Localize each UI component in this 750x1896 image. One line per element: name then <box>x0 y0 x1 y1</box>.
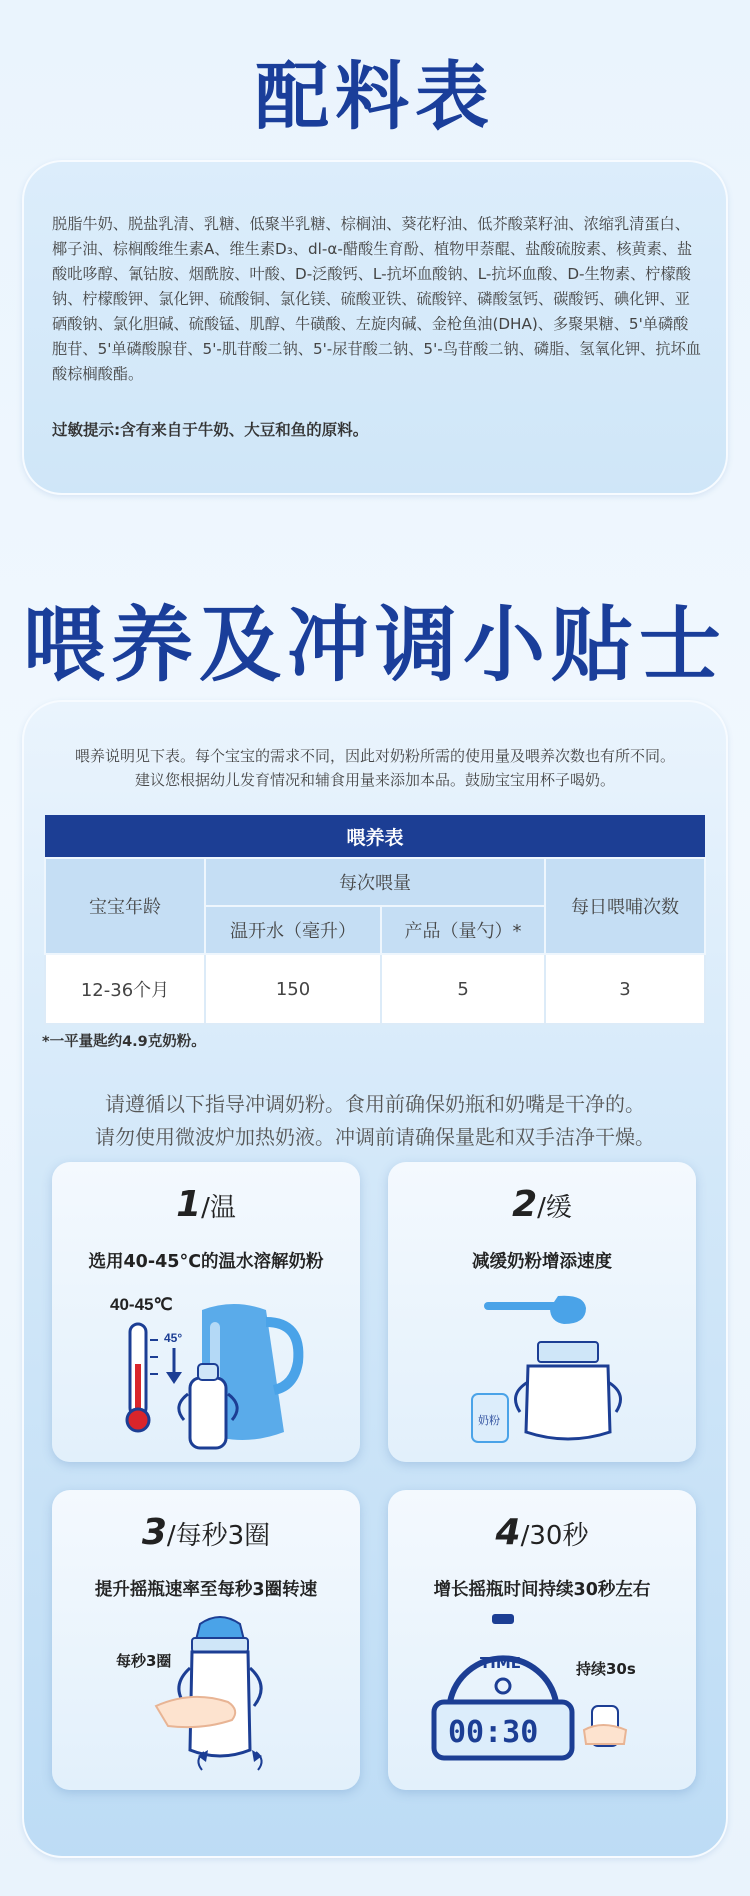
feeding-table <box>44 815 706 1025</box>
step-card-1 <box>52 1162 360 1462</box>
intro-line-1: 喂养说明见下表。每个宝宝的需求不同，因此对奶粉所需的使用量及喂养次数也有所不同。 <box>74 747 675 765</box>
guide-line-2: 请勿使用微波炉加热奶液。冲调前请确保量匙和双手洁净干燥。 <box>95 1125 655 1149</box>
allergy-notice: 过敏提示:含有来自于牛奶、大豆和鱼的原料。 <box>52 421 369 439</box>
timer-label: TIME <box>480 1654 521 1672</box>
timer-display: 00:30 <box>448 1715 539 1750</box>
step-4-heading: 4/30秒 <box>495 1512 589 1553</box>
tips-card <box>22 700 728 1858</box>
step-card-2 <box>388 1162 696 1462</box>
step-card-3 <box>52 1490 360 1790</box>
guide-line-1: 请遵循以下指导冲调奶粉。食用前确保奶瓶和奶嘴是干净的。 <box>105 1092 645 1116</box>
cell-product: 5 <box>381 954 545 1024</box>
can-label: 奶粉 <box>478 1414 500 1427</box>
ingredients-card <box>22 160 728 495</box>
mark-label: 45° <box>164 1331 183 1345</box>
col-times-header: 每日喂哺次数 <box>545 858 705 954</box>
step-2-desc: 减缓奶粉增添速度 <box>472 1252 612 1272</box>
col-product-header: 产品（量勺）* <box>381 906 545 954</box>
preparation-guide <box>22 1088 728 1154</box>
table-title: 喂养表 <box>45 815 705 858</box>
cell-times: 3 <box>545 954 705 1024</box>
shaking-bottle-icon <box>52 1610 360 1780</box>
temp-label: 40-45℃ <box>110 1295 173 1314</box>
cell-water: 150 <box>205 954 381 1024</box>
intro-line-2: 建议您根据幼儿发育情况和辅食用量来添加本品。鼓励宝宝用杯子喝奶。 <box>134 771 615 789</box>
rotation-label: 每秒3圈 <box>116 1652 172 1670</box>
step-card-4 <box>388 1490 696 1790</box>
scoop-bottle-icon <box>388 1282 696 1452</box>
table-row <box>45 954 705 1024</box>
step-3-heading: 3/每秒3圈 <box>141 1512 271 1553</box>
step-1-desc: 选用40-45°C的温水溶解奶粉 <box>88 1252 324 1272</box>
col-water-header: 温开水（毫升） <box>205 906 381 954</box>
scoop-note: *一平量匙约4.9克奶粉。 <box>42 1034 206 1050</box>
feeding-intro <box>42 744 708 792</box>
cell-age: 12-36个月 <box>45 954 205 1024</box>
step-1-heading: 1/温 <box>176 1184 236 1225</box>
timer-icon <box>388 1610 696 1780</box>
col-age-header: 宝宝年龄 <box>45 858 205 954</box>
col-per-feed-header: 每次喂量 <box>205 858 545 906</box>
thermometer-kettle-icon <box>52 1282 360 1452</box>
ingredients-text: 脱脂牛奶、脱盐乳清、乳糖、低聚半乳糖、棕榈油、葵花籽油、低芥酸菜籽油、浓缩乳清蛋白、椰子油、棕榈酸维生素A、维生素D₃、dl-α-醋酸生育酚、植物甲萘醌、盐酸硫胺素、核黄素、盐酸吡哆醇、氰钴胺、烟酰胺、叶酸、D-泛酸钙、L-抗坏血酸钠、L-抗坏血酸、D-生物素、柠檬酸钠、柠檬酸钾、氯化钾、硫酸铜、氯化镁、硫酸亚铁、硫酸锌、磷酸氢钙、碳酸钙、碘化钾、亚硒酸钠、氯化胆碱、硫酸锰、肌醇、牛磺酸、左旋肉碱、金枪鱼油(DHA)、多聚果糖、5'单磷酸胞苷、5'单磷酸腺苷、5'-肌苷酸二钠、5'-尿苷酸二钠、5'-鸟苷酸二钠、磷脂、氢氧化钾、抗坏血酸棕榈酸酯。 <box>52 215 701 383</box>
step-3-desc: 提升摇瓶速率至每秒3圈转速 <box>94 1580 318 1600</box>
duration-label: 持续30s <box>576 1660 636 1678</box>
ingredients-title: 配料表 <box>255 54 495 140</box>
step-4-desc: 增长摇瓶时间持续30秒左右 <box>433 1580 651 1600</box>
step-2-heading: 2/缓 <box>512 1184 572 1225</box>
tips-title: 喂养及冲调小贴士 <box>22 598 727 693</box>
